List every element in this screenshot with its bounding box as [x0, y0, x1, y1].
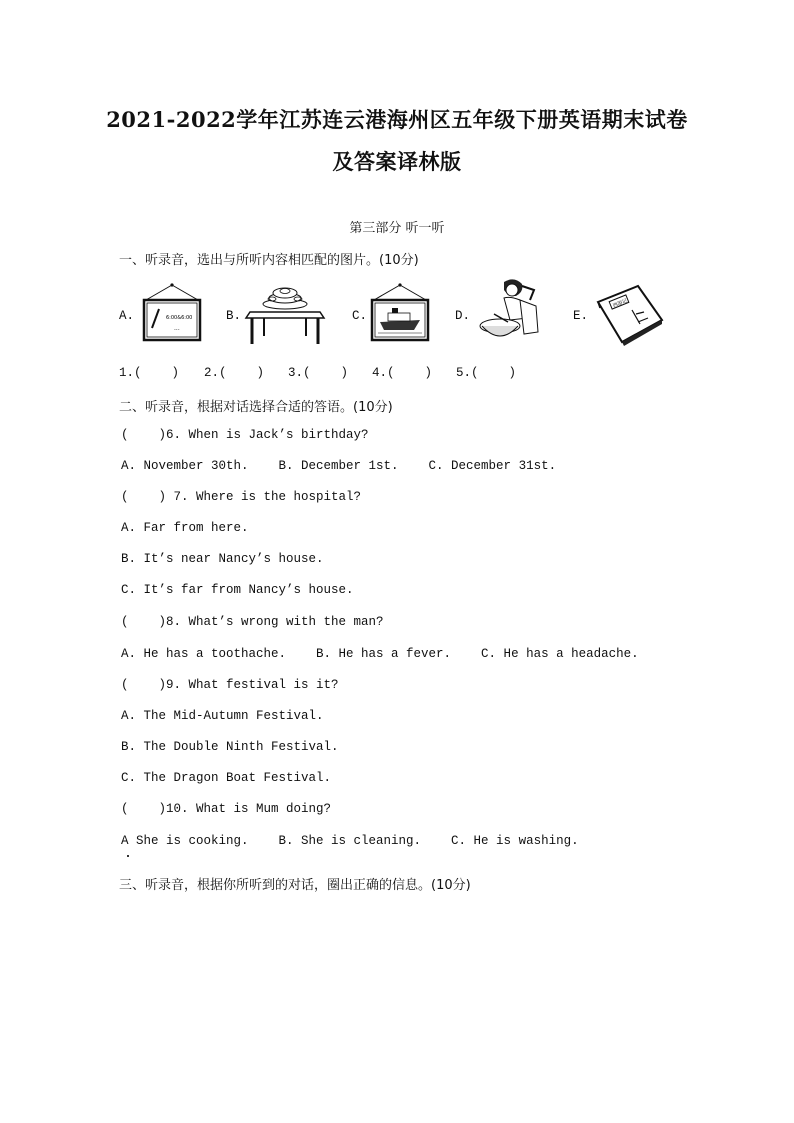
stray-dot	[127, 855, 129, 857]
section-heading: 第三部分 听一听	[349, 221, 445, 236]
question-8: ( )8. What’s wrong with the man?	[121, 615, 384, 629]
question-9-option-a: A. The Mid-Autumn Festival.	[121, 709, 324, 723]
question-9-option-c: C. The Dragon Boat Festival.	[121, 771, 332, 785]
document-title-line-1: 2021-2022学年江苏连云港海州区五年级下册英语期末试卷	[106, 107, 688, 132]
question-9: ( )9. What festival is it?	[121, 678, 339, 692]
picture-e-book	[594, 284, 666, 346]
part1-heading: 一、听录音，选出与所听内容相匹配的图片。(10分)	[119, 253, 419, 268]
question-10-options: A She is cooking. B. She is cleaning. C. He is washing.	[121, 834, 579, 848]
question-6-options: A. November 30th. B. December 1st. C. December 31st.	[121, 459, 557, 473]
option-c-label: C.	[352, 309, 368, 323]
picture-c-ship-painting	[368, 282, 432, 346]
picture-a-timetable-board	[140, 282, 204, 346]
question-7: ( ) 7. Where is the hospital?	[121, 490, 362, 504]
part3-heading: 三、听录音，根据你所听到的对话，圈出正确的信息。(10分)	[119, 878, 471, 893]
picture-d-woman-washing	[474, 276, 546, 348]
svg-text:...: ...	[174, 325, 180, 332]
option-b-label: B.	[226, 309, 242, 323]
part2-heading: 二、听录音，根据对话选择合适的答语。(10分)	[119, 400, 393, 415]
question-7-option-a: A. Far from here.	[121, 521, 249, 535]
question-7-option-b: B. It’s near Nancy’s house.	[121, 552, 324, 566]
question-10: ( )10. What is Mum doing?	[121, 802, 332, 816]
svg-text:6:00&6:00: 6:00&6:00	[166, 315, 193, 321]
svg-text:西游记: 西游记	[612, 298, 629, 310]
picture-b-table-with-food	[244, 282, 326, 348]
option-e-label: E.	[573, 309, 589, 323]
answer-blank-1[interactable]: 1.( )	[119, 366, 180, 380]
answer-blank-3[interactable]: 3.( )	[288, 366, 349, 380]
answer-blank-2[interactable]: 2.( )	[204, 366, 265, 380]
question-9-option-b: B. The Double Ninth Festival.	[121, 740, 339, 754]
option-d-label: D.	[455, 309, 471, 323]
answer-blank-4[interactable]: 4.( )	[372, 366, 433, 380]
answer-blank-5[interactable]: 5.( )	[456, 366, 517, 380]
option-a-label: A.	[119, 309, 135, 323]
question-8-options: A. He has a toothache. B. He has a fever. C. He has a headache.	[121, 647, 639, 661]
question-7-option-c: C. It’s far from Nancy’s house.	[121, 583, 354, 597]
question-6: ( )6. When is Jack’s birthday?	[121, 428, 369, 442]
document-title-line-2: 及答案译林版	[332, 149, 462, 174]
